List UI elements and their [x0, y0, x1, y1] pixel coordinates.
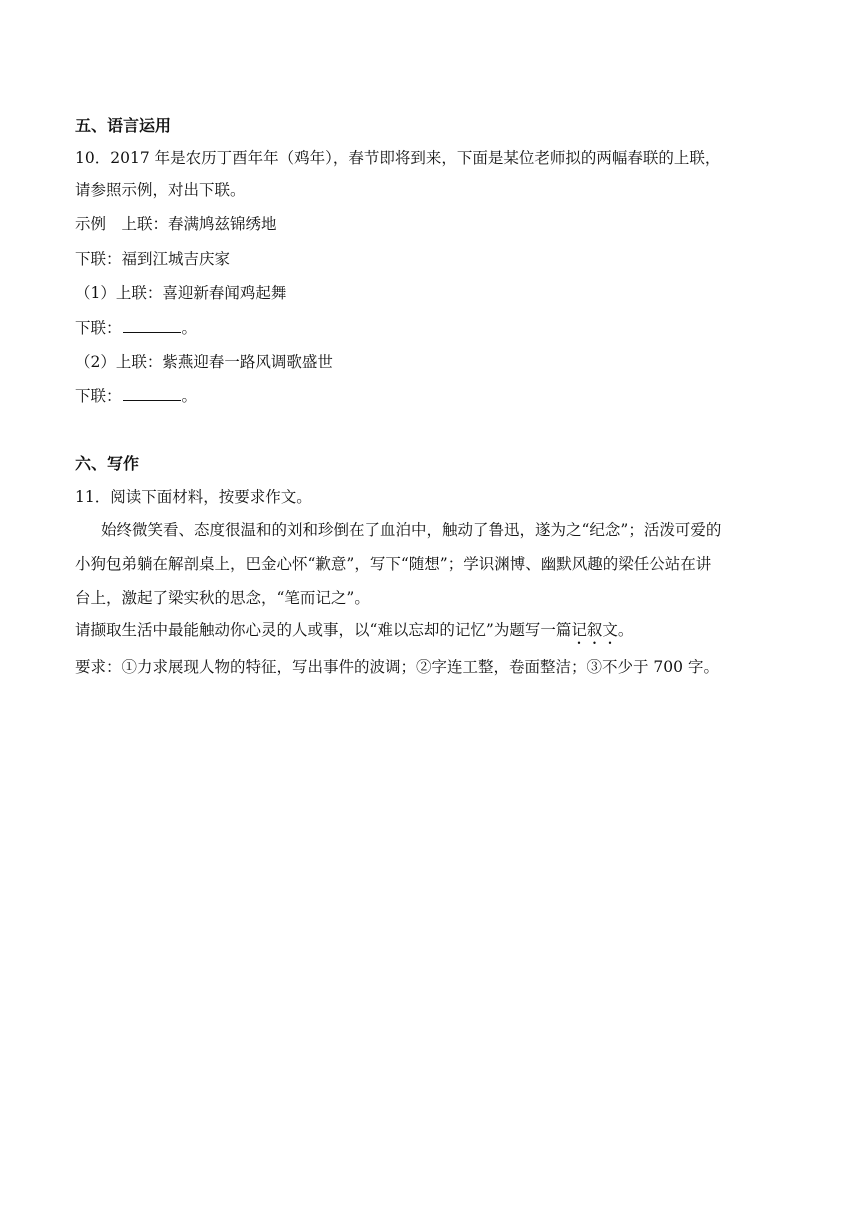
item-2-lower-couplet [75, 385, 795, 407]
question-10-line-2: 请参照示例，对出下联。 [75, 181, 246, 199]
item-1-upper-couplet: （1）上联：喜迎新春闻鸡起舞 [75, 284, 287, 302]
item-2-answer-blank[interactable] [123, 385, 181, 401]
item-1-end-mark: 。 [181, 319, 198, 337]
material-paragraph-line-3: 台上，激起了梁实秋的思念，“笔而记之”。 [75, 589, 370, 607]
section-6-heading: 六、写作 [75, 454, 140, 473]
material-paragraph-line-1: 始终微笑看、态度很温和的刘和珍倒在了血泊中，触动了鲁迅，遂为之“纪念”；活泼可爱的 [101, 521, 722, 539]
question-10-line-1 [75, 147, 795, 169]
item-2-end-mark: 。 [181, 387, 198, 405]
item-2-upper-couplet: （2）上联：紫燕迎春一路风调歌盛世 [75, 353, 333, 371]
material-paragraph-line-2: 小狗包弟躺在解剖桌上，巴金心怀“歉意”，写下“随想”；学识渊博、幽默风趣的梁任公站在讲 [75, 555, 712, 573]
item-1-answer-blank[interactable] [123, 317, 181, 333]
section-5-heading: 五、语言运用 [75, 116, 172, 135]
item-1-lower-label: 下联： [75, 319, 122, 337]
example-upper-couplet: 示例 上联：春满鸠兹锦绣地 [75, 215, 277, 233]
writing-task-genre: 记叙文 [571, 621, 618, 639]
writing-task [75, 619, 795, 648]
question-10-number: 10． [75, 149, 111, 167]
example-lower-couplet: 下联：福到江城吉庆家 [75, 250, 231, 268]
question-11-intro: 11．阅读下面材料，按要求作文。 [75, 488, 312, 506]
writing-task-end: 。 [617, 621, 634, 639]
writing-requirements: 要求：①力求展现人物的特征，写出事件的波调；②字连工整，卷面整洁；③不少于 700 字。 [75, 658, 719, 676]
item-2-lower-label: 下联： [75, 387, 122, 405]
writing-task-text: 请撷取生活中最能触动你心灵的人或事，以“难以忘却的记忆”为题写一篇 [75, 621, 572, 639]
item-1-lower-couplet [75, 317, 795, 339]
question-10-text: 2017 年是农历丁酉年年（鸡年），春节即将到来，下面是某位老师拟的两幅春联的上联， [110, 149, 721, 167]
